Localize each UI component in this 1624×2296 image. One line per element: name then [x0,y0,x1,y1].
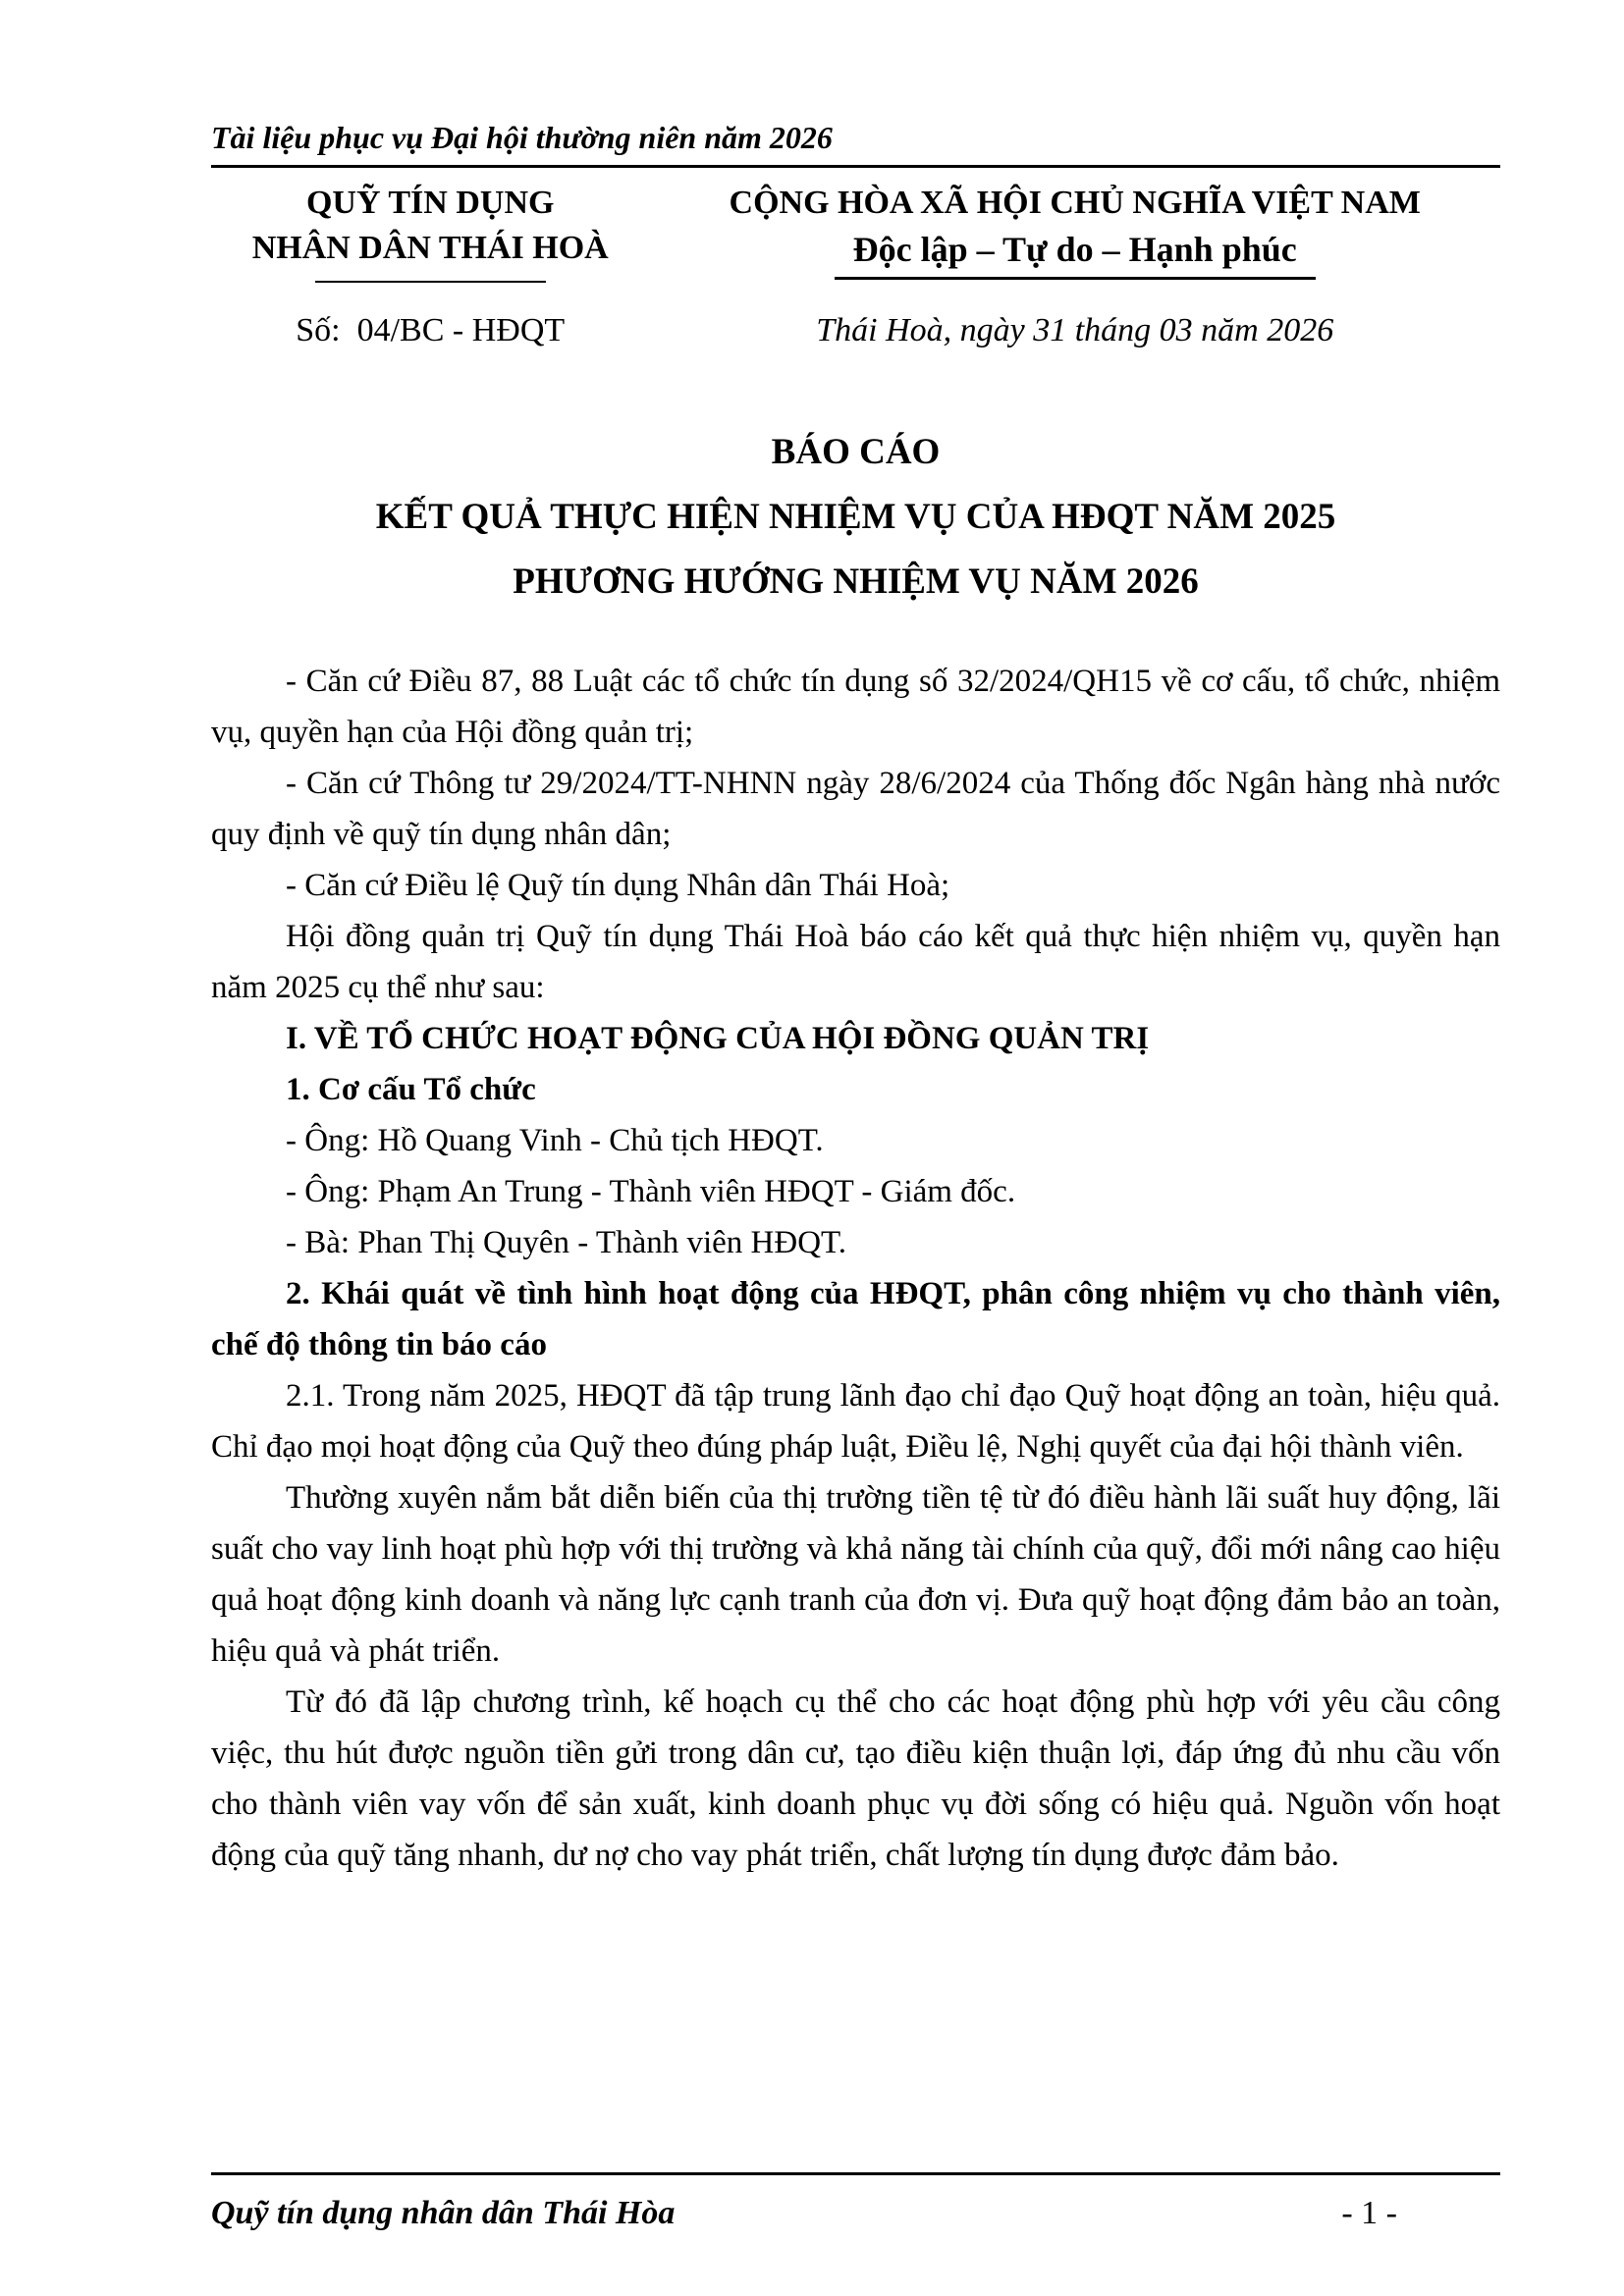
footer-org-name: Quỹ tín dụng nhân dân Thái Hòa [211,2195,676,2231]
issuing-org-name-line1: QUỸ TÍN DỤNG [305,185,555,221]
footer-page-number: - 1 - [1341,2195,1397,2231]
document-footer [211,2195,1500,2232]
national-motto: Độc lập – Tự do – Hạnh phúc [852,230,1297,269]
issuing-org-underline [315,281,546,283]
subsection-heading-1-2: 2. Khái quát về tình hình hoạt động của HĐQT, phân công nhiệm vụ cho thành viên, chế độ thông tin báo cáo [211,1276,1500,1362]
subsection-heading-1-1: 1. Cơ cấu Tổ chức [286,1072,536,1107]
issuing-org-name-line2: NHÂN DÂN THÁI HOÀ [251,230,609,266]
paragraph-member-3: - Bà: Phan Thị Quyên - Thành viên HĐQT. [286,1225,846,1260]
paragraph-market-monitoring: Thường xuyên nắm bắt diễn biến của thị trường tiền tệ từ đó điều hành lãi suất huy động, lãi suất cho vay linh hoạt phù hợp với thị trường và khả năng tài chính của quỹ, đổi mới nâng cao hiệu quả hoạt động kinh doanh và năng lực cạnh tranh của đơn vị. Đưa quỹ hoạt động đảm bảo an toàn, hiệu quả và phát triển. [211,1480,1500,1669]
header-divider-rule [211,165,1500,168]
document-title-line2: KẾT QUẢ THỰC HIỆN NHIỆM VỤ CỦA HĐQT NĂM 2025 [375,497,1336,537]
document-tagline: Tài liệu phục vụ Đại hội thường niên năm 2026 [211,120,833,155]
paragraph-legal-basis-2: - Căn cứ Thông tư 29/2024/TT-NHNN ngày 28/6/2024 của Thống đốc Ngân hàng nhà nước quy định về quỹ tín dụng nhân dân; [211,766,1500,852]
document-number: Số: 04/BC - HĐQT [296,312,566,348]
paragraph-legal-basis-1: - Căn cứ Điều 87, 88 Luật các tổ chức tín dụng số 32/2024/QH15 về cơ cấu, tổ chức, nhiệm vụ, quyền hạn của Hội đồng quản trị; [211,664,1500,750]
place-and-date: Thái Hoà, ngày 31 tháng 03 năm 2026 [816,312,1334,348]
national-header: CỘNG HÒA XÃ HỘI CHỦ NGHĨA VIỆT NAM [729,185,1421,221]
issuing-org-block [211,181,649,283]
footer-divider-rule [211,2172,1500,2175]
paragraph-intro: Hội đồng quản trị Quỹ tín dụng Thái Hoà báo cáo kết quả thực hiện nhiệm vụ, quyền hạn năm 2025 cụ thể như sau: [211,919,1500,1005]
paragraph-plans: Từ đó đã lập chương trình, kế hoạch cụ thể cho các hoạt động phù hợp với yêu cầu công việc, thu hút được nguồn tiền gửi trong dân cư, tạo điều kiện thuận lợi, đáp ứng đủ nhu cầu vốn cho thành viên vay vốn để sản xuất, kinh doanh phục vụ đời sống có hiệu quả. Nguồn vốn hoạt động của quỹ tăng nhanh, dư nợ cho vay phát triển, chất lượng tín dụng được đảm bảo. [211,1684,1500,1873]
document-meta-row [211,312,1500,349]
section-heading-1: I. VỀ TỔ CHỨC HOẠT ĐỘNG CỦA HỘI ĐỒNG QUẢN TRỊ [286,1021,1150,1056]
document-title-block [211,420,1500,614]
document-title-line1: BÁO CÁO [771,432,941,472]
document-body [211,656,1500,1881]
paragraph-member-2: - Ông: Phạm An Trung - Thành viên HĐQT - Giám đốc. [286,1174,1016,1209]
paragraph-legal-basis-3: - Căn cứ Điều lệ Quỹ tín dụng Nhân dân Thái Hoà; [286,868,950,903]
paragraph-2-1: 2.1. Trong năm 2025, HĐQT đã tập trung lãnh đạo chỉ đạo Quỹ hoạt động an toàn, hiệu quả. Chỉ đạo mọi hoạt động của Quỹ theo đúng pháp luật, Điều lệ, Nghị quyết của đại hội thành viên. [211,1378,1500,1465]
national-motto-underline [835,277,1316,280]
paragraph-member-1: - Ông: Hồ Quang Vinh - Chủ tịch HĐQT. [286,1123,824,1158]
national-motto-block [649,181,1500,283]
document-header [211,181,1500,283]
document-title-line3: PHƯƠNG HƯỚNG NHIỆM VỤ NĂM 2026 [513,561,1199,602]
